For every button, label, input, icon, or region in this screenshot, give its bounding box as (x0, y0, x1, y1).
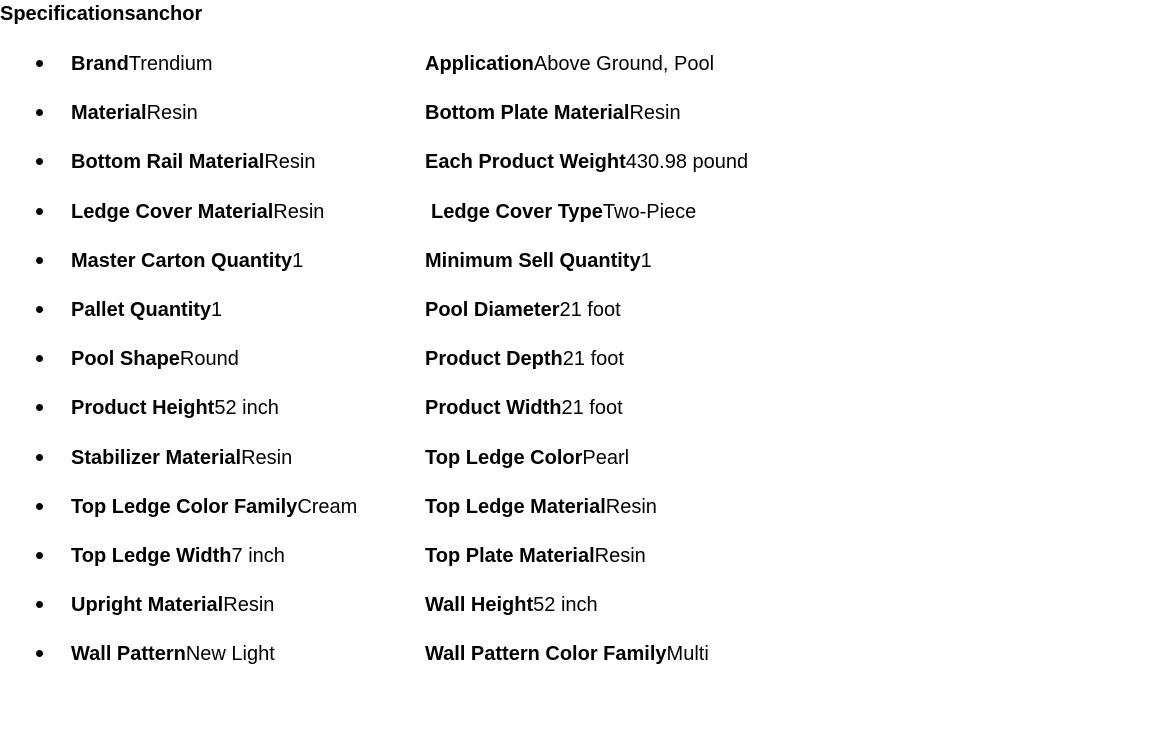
spec-value: Resin (241, 446, 293, 469)
spec-item-left (71, 297, 222, 323)
spec-label: Wall Pattern Color Family (425, 643, 667, 666)
spec-label: Product Depth (425, 348, 563, 371)
spec-label: Brand (71, 53, 129, 75)
spec-row (0, 639, 1152, 688)
spec-label: Bottom Rail Material (71, 151, 265, 174)
spec-value: 52 inch (533, 594, 598, 617)
spec-label: Product Width (425, 397, 562, 420)
spec-value: 1 (292, 249, 304, 272)
bullet-icon (36, 650, 43, 657)
spec-value: Resin (146, 102, 198, 125)
spec-value: Resin (629, 102, 681, 125)
bullet-icon (36, 552, 43, 559)
bullet-icon (36, 109, 43, 116)
spec-item-right (425, 100, 681, 126)
spec-item-left (71, 592, 274, 618)
spec-value: 21 foot (559, 298, 621, 321)
spec-item-left (71, 51, 213, 77)
spec-row (0, 295, 1152, 344)
spec-label: Bottom Plate Material (425, 102, 630, 125)
spec-list (0, 49, 1152, 688)
spec-item-left (71, 149, 316, 175)
spec-item-right (425, 297, 621, 323)
bullet-icon (36, 257, 43, 264)
spec-value: Round (179, 348, 239, 371)
spec-label: Each Product Weight (425, 151, 626, 174)
bullet-icon (36, 208, 43, 215)
spec-value: 7 inch (231, 544, 285, 567)
spec-item-right (425, 445, 629, 471)
spec-row (0, 492, 1152, 541)
spec-label: Pool Shape (71, 348, 180, 371)
spec-item-left (71, 494, 357, 520)
spec-value: 21 foot (561, 397, 623, 420)
spec-label: Stabilizer Material (71, 446, 242, 469)
spec-label: Top Ledge Width (71, 544, 232, 567)
spec-item-left (71, 199, 324, 225)
spec-row (0, 393, 1152, 442)
spec-row (0, 590, 1152, 639)
spec-label: Wall Height (425, 594, 534, 617)
bullet-icon (36, 355, 43, 362)
spec-value: 1 (211, 298, 223, 321)
spec-label: Top Ledge Material (425, 495, 606, 518)
spec-label: Pool Diameter (425, 298, 560, 321)
bullet-icon (36, 601, 43, 608)
spec-row (0, 541, 1152, 590)
bullet-icon (36, 503, 43, 510)
page-title: Specificationsanchor (0, 3, 203, 25)
spec-value: 1 (640, 249, 652, 272)
spec-item-left (71, 100, 198, 126)
spec-label: Top Ledge Color Family (71, 495, 298, 518)
spec-value: Resin (605, 495, 657, 518)
spec-item-right (425, 641, 709, 667)
spec-value: Two-Piece (602, 200, 697, 223)
spec-value: Cream (297, 495, 358, 518)
spec-item-left (71, 248, 303, 274)
spec-label: Top Ledge Color (425, 446, 583, 469)
spec-item-right (425, 592, 598, 618)
spec-value: Above Ground, Pool (533, 53, 715, 75)
spec-item-right (425, 346, 624, 372)
spec-item-right (425, 51, 714, 77)
spec-label: Ledge Cover Material (71, 200, 274, 223)
spec-item-right (425, 248, 652, 274)
spec-label: Master Carton Quantity (71, 249, 293, 272)
spec-row (0, 344, 1152, 393)
spec-row (0, 246, 1152, 295)
spec-item-right (431, 199, 696, 225)
spec-label: Top Plate Material (425, 544, 595, 567)
spec-label: Product Height (71, 397, 215, 420)
spec-item-right (425, 149, 748, 175)
spec-value: Resin (594, 544, 646, 567)
spec-value: Multi (666, 643, 709, 666)
spec-row (0, 147, 1152, 196)
spec-item-left (71, 346, 239, 372)
spec-item-right (425, 494, 657, 520)
spec-row (0, 443, 1152, 492)
spec-label: Upright Material (71, 594, 224, 617)
spec-value: 52 inch (214, 397, 279, 420)
spec-label: Minimum Sell Quantity (425, 249, 641, 272)
spec-value: Resin (264, 151, 316, 174)
spec-label: Wall Pattern (71, 643, 186, 666)
bullet-icon (36, 454, 43, 461)
spec-value: 430.98 pound (625, 151, 749, 174)
spec-item-left (71, 395, 279, 421)
spec-item-left (71, 641, 275, 667)
spec-label: Material (71, 102, 147, 125)
spec-label: Application (425, 53, 534, 75)
spec-label: Pallet Quantity (71, 298, 212, 321)
spec-row (0, 197, 1152, 246)
bullet-icon (36, 404, 43, 411)
spec-value: Resin (223, 594, 275, 617)
spec-row (0, 98, 1152, 147)
spec-item-left (71, 543, 285, 569)
spec-value: Trendium (128, 53, 213, 75)
bullet-icon (36, 306, 43, 313)
spec-item-right (425, 543, 646, 569)
spec-row (0, 49, 1152, 98)
spec-value: Resin (273, 200, 325, 223)
spec-value: Pearl (582, 446, 630, 469)
spec-label: Ledge Cover Type (431, 200, 603, 223)
spec-value: 21 foot (562, 348, 624, 371)
spec-value: New Light (185, 643, 275, 666)
bullet-icon (36, 60, 43, 67)
spec-item-left (71, 445, 292, 471)
spec-item-right (425, 395, 623, 421)
bullet-icon (36, 158, 43, 165)
